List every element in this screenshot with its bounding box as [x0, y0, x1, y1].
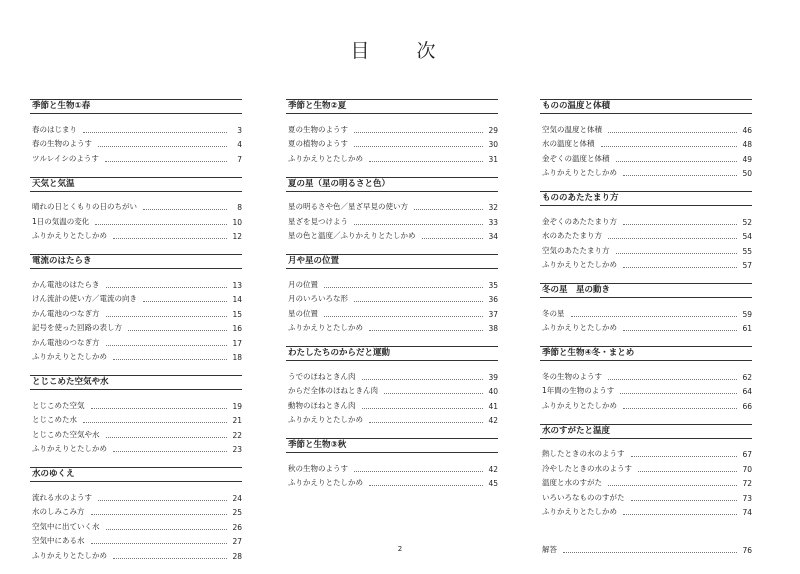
- toc-entry: [30, 425, 242, 440]
- toc-entry-page-number: 72: [742, 479, 752, 488]
- toc-entry-label: かん電池のはたらき: [32, 279, 100, 289]
- dot-leader: [105, 160, 227, 162]
- toc-entry-label: うでのほねときん肉: [288, 371, 356, 381]
- toc-entry-page-number: 23: [232, 445, 242, 454]
- toc-entry-label: ツルレイシのようす: [32, 153, 99, 163]
- dot-leader: [623, 329, 737, 331]
- toc-column-1: [30, 99, 242, 574]
- toc-entry-label: 晴れの日とくもりの日のちがい: [32, 202, 137, 211]
- toc-entry: [286, 382, 498, 397]
- toc-entry-page-number: 35: [488, 280, 498, 290]
- toc-entry: [286, 367, 498, 382]
- toc-entry: [30, 290, 242, 305]
- dot-leader: [91, 407, 228, 409]
- toc-entry-label: 春の生物のようす: [32, 139, 92, 148]
- toc-entry-label: 夏の生物のようす: [288, 124, 348, 134]
- toc-entry-label: 水のしみこみ方: [32, 507, 85, 516]
- toc-entry: [540, 164, 752, 179]
- toc-entry-page-number: 66: [742, 401, 752, 411]
- toc-entry-page-number: 8: [237, 203, 242, 212]
- toc-entry: [286, 149, 498, 164]
- toc-entry: [30, 333, 242, 348]
- toc-column-3: [540, 99, 752, 555]
- dot-leader: [414, 208, 483, 210]
- toc-entry-label: とじこめた水: [32, 415, 77, 424]
- dot-leader: [608, 237, 737, 239]
- toc-entry-page-number: 24: [232, 493, 242, 503]
- toc-entry-page-number: 15: [232, 309, 242, 319]
- dot-leader: [83, 421, 227, 423]
- toc-section: [30, 254, 242, 362]
- toc-entry-label: 水の温度と体積: [542, 139, 595, 148]
- toc-entry-page-number: 22: [232, 430, 242, 440]
- toc-entry-page-number: 12: [232, 232, 242, 241]
- toc-section: [30, 99, 242, 164]
- toc-entry-label: 1年間の生物のようす: [542, 386, 615, 395]
- dot-leader: [620, 392, 737, 394]
- dot-leader: [623, 174, 737, 176]
- dot-leader: [324, 315, 483, 317]
- toc-entry-label: ふりかえりとたしかめ: [288, 323, 363, 332]
- toc-entry: [30, 348, 242, 363]
- toc-section: [30, 375, 242, 454]
- toc-entry-page-number: 46: [742, 125, 752, 135]
- toc-entry-page-number: 41: [488, 401, 498, 411]
- toc-entry: [30, 212, 242, 227]
- toc-entry-label: 秋の生物のようす: [288, 463, 348, 473]
- toc-entry-label: けん流計の使い方／電流の向き: [32, 294, 137, 303]
- toc-entry-page-number: 42: [488, 464, 498, 474]
- toc-section-title: わたしたちのからだと運動: [286, 346, 498, 361]
- toc-entry-page-number: 39: [488, 372, 498, 382]
- dot-leader: [623, 513, 737, 515]
- toc-entry: [30, 120, 242, 135]
- dot-leader: [623, 223, 737, 225]
- toc-section: [540, 99, 752, 178]
- toc-entry: [30, 149, 242, 164]
- toc-entry-page-number: 30: [488, 140, 498, 149]
- toc-entry-page-number: 3: [237, 125, 242, 135]
- toc-entry-label: ふりかえりとたしかめ: [288, 415, 363, 424]
- dot-leader: [95, 223, 227, 225]
- dot-leader: [143, 300, 227, 302]
- toc-entry: [540, 459, 752, 474]
- toc-section-title: 季節と生物②夏: [286, 99, 498, 114]
- dot-leader: [106, 344, 228, 346]
- toc-entry: [540, 149, 752, 164]
- dot-leader: [106, 528, 228, 530]
- toc-entry-page-number: 49: [742, 154, 752, 164]
- dot-leader: [608, 131, 737, 133]
- toc-entry-page-number: 36: [488, 295, 498, 304]
- toc-section-title: 天気と気温: [30, 177, 242, 192]
- dot-leader: [616, 160, 738, 162]
- toc-entry-page-number: 31: [488, 154, 498, 164]
- toc-entry-page-number: 48: [742, 140, 752, 149]
- dot-leader: [422, 237, 484, 239]
- toc-entry: [540, 256, 752, 271]
- toc-entry: [30, 488, 242, 503]
- toc-section-title: 電流のはたらき: [30, 254, 242, 269]
- toc-entry-page-number: 27: [232, 537, 242, 546]
- toc-section-title: もののあたたまり方: [540, 191, 752, 206]
- toc-entry-label: ふりかえりとたしかめ: [32, 550, 107, 560]
- dot-leader: [354, 223, 483, 225]
- dot-leader: [638, 470, 737, 472]
- toc-entry: [540, 241, 752, 256]
- dot-leader: [324, 286, 483, 288]
- dot-leader: [369, 160, 483, 162]
- toc-entry: [540, 319, 752, 334]
- toc-entry-page-number: 70: [742, 464, 752, 474]
- toc-entry-page-number: 10: [232, 217, 242, 227]
- toc-entry: [540, 474, 752, 489]
- toc-entry-page-number: 64: [742, 387, 752, 396]
- toc-entry: [540, 382, 752, 397]
- toc-entry: [30, 275, 242, 290]
- toc-entry-page-number: 45: [488, 479, 498, 488]
- toc-entry-label: 空気の温度と体積: [542, 124, 602, 134]
- toc-entry-label: とじこめた空気: [32, 400, 85, 410]
- dot-leader: [623, 266, 737, 268]
- toc-entry-page-number: 61: [742, 324, 752, 333]
- dot-leader: [354, 300, 483, 302]
- toc-entry-page-number: 74: [742, 508, 752, 517]
- toc-section: [286, 438, 498, 488]
- toc-entry-page-number: 38: [488, 324, 498, 333]
- toc-entry-page-number: 7: [237, 154, 242, 164]
- dot-leader: [384, 392, 483, 394]
- toc-section: [30, 177, 242, 242]
- toc-entry: [286, 304, 498, 319]
- toc-entry-label: 星の色と温度／ふりかえりとたしかめ: [288, 231, 416, 240]
- toc-section: [540, 283, 752, 333]
- toc-entry-page-number: 25: [232, 508, 242, 517]
- toc-entry-label: 金ぞくの温度と体積: [542, 153, 610, 163]
- toc-section: [286, 99, 498, 164]
- toc-entry-label: 冬の星: [542, 308, 565, 318]
- dot-leader: [369, 484, 483, 486]
- dot-leader: [354, 470, 483, 472]
- dot-leader: [601, 145, 738, 147]
- toc-entry: [286, 319, 498, 334]
- dot-leader: [631, 455, 738, 457]
- toc-entry-page-number: 42: [488, 416, 498, 425]
- dot-leader: [616, 252, 738, 254]
- toc-entry-page-number: 37: [488, 309, 498, 319]
- toc-entry: [286, 275, 498, 290]
- toc-section-title: 水のゆくえ: [30, 467, 242, 482]
- toc-entry: [30, 198, 242, 213]
- toc-entry-page-number: 40: [488, 387, 498, 396]
- dot-leader: [98, 145, 227, 147]
- toc-entry: [540, 367, 752, 382]
- toc-entry-label: 水のあたたまり方: [542, 231, 602, 240]
- toc-entry: [540, 227, 752, 242]
- dot-leader: [369, 421, 483, 423]
- toc-entry-label: とじこめた空気や水: [32, 429, 100, 439]
- toc-entry-label: 1日の気温の変化: [32, 216, 90, 226]
- toc-entry-page-number: 16: [232, 324, 242, 333]
- toc-entry-page-number: 52: [742, 217, 752, 227]
- toc-entry: [30, 319, 242, 334]
- toc-entry-page-number: 54: [742, 232, 752, 241]
- toc-entry-label: 春のはじまり: [32, 124, 77, 134]
- toc-entry-label: 熱したときの水のようす: [542, 449, 625, 458]
- toc-entry: [540, 445, 752, 460]
- toc-section-title: とじこめた空気や水: [30, 375, 242, 390]
- toc-entry: [30, 135, 242, 150]
- toc-entry-page-number: 18: [232, 353, 242, 362]
- toc-entry-page-number: 55: [742, 246, 752, 256]
- toc-entry-page-number: 26: [232, 522, 242, 532]
- dot-leader: [106, 286, 228, 288]
- dot-leader: [113, 358, 227, 360]
- toc-entry-page-number: 14: [232, 295, 242, 304]
- toc-entry: [540, 396, 752, 411]
- toc-entry: [540, 488, 752, 503]
- toc-entry-label: 空気のあたたまり方: [542, 245, 610, 255]
- toc-entry-label: 冬の生物のようす: [542, 371, 602, 381]
- toc-section-title: 季節と生物①春: [30, 99, 242, 114]
- dot-leader: [608, 378, 737, 380]
- toc-entry-page-number: 76: [742, 545, 752, 555]
- dot-leader: [106, 315, 228, 317]
- dot-leader: [369, 329, 483, 331]
- toc-entry-label: ふりかえりとたしかめ: [288, 153, 363, 163]
- toc-entry: [286, 198, 498, 213]
- toc-entry-label: 星の明るさや色／星ざ早見の使い方: [288, 202, 408, 211]
- toc-entry-label: からだ全体のほねときん肉: [288, 386, 378, 395]
- dot-leader: [608, 484, 737, 486]
- dot-leader: [623, 407, 737, 409]
- toc-entry-label: 空気中にある水: [32, 536, 85, 545]
- toc-entry: [286, 227, 498, 242]
- toc-entry-label: 月のいろいろな形: [288, 294, 348, 303]
- toc-entry: [540, 304, 752, 319]
- toc-entry: [30, 440, 242, 455]
- toc-entry-label: ふりかえりとたしかめ: [542, 507, 617, 516]
- dot-leader: [631, 499, 738, 501]
- toc-entry-label: ふりかえりとたしかめ: [32, 231, 107, 240]
- toc-section: [286, 254, 498, 333]
- toc-entry: [286, 474, 498, 489]
- toc-entry-page-number: 59: [742, 309, 752, 319]
- toc-section-title: 水のすがたと温度: [540, 424, 752, 439]
- dot-leader: [106, 436, 228, 438]
- toc-entry-label: 解答: [542, 544, 557, 554]
- toc-entry: [30, 532, 242, 547]
- toc-entry-label: かん電池のつなぎ方: [32, 337, 100, 347]
- toc-entry-label: 金ぞくのあたたまり方: [542, 216, 617, 226]
- dot-leader: [571, 315, 738, 317]
- toc-entry-page-number: 34: [488, 232, 498, 241]
- page-number: 2: [397, 545, 403, 553]
- dot-leader: [354, 131, 483, 133]
- toc-entry-page-number: 32: [488, 203, 498, 212]
- toc-section-title: 季節と生物④冬・まとめ: [540, 346, 752, 361]
- toc-section: [540, 424, 752, 518]
- dot-leader: [354, 145, 483, 147]
- toc-entry-label: 流れる水のようす: [32, 492, 92, 502]
- dot-leader: [113, 557, 227, 559]
- toc-entry: [286, 411, 498, 426]
- toc-entry-label: 月の位置: [288, 279, 318, 289]
- toc-entry: [540, 503, 752, 518]
- toc-entry-label: ふりかえりとたしかめ: [542, 400, 617, 410]
- toc-section: [540, 191, 752, 270]
- toc-section-title: 夏の星（星の明るさと色）: [286, 177, 498, 192]
- dot-leader: [362, 407, 484, 409]
- toc-entry-label: ふりかえりとたしかめ: [542, 168, 617, 177]
- toc-entry-page-number: 4: [237, 140, 242, 149]
- toc-entry-page-number: 73: [742, 493, 752, 503]
- toc-section: [540, 346, 752, 411]
- toc-entry-page-number: 67: [742, 450, 752, 459]
- toc-entry-page-number: 33: [488, 217, 498, 227]
- toc-section: [286, 177, 498, 242]
- toc-entry: [540, 212, 752, 227]
- toc-entry-label: 夏の植物のようす: [288, 139, 348, 148]
- toc-entry-label: 冷やしたときの水のようす: [542, 463, 632, 473]
- toc-entry: [540, 120, 752, 135]
- dot-leader: [128, 329, 227, 331]
- toc-entry-page-number: 62: [742, 372, 752, 382]
- toc-entry-page-number: 28: [232, 551, 242, 561]
- dot-leader: [143, 208, 227, 210]
- toc-entry: [286, 290, 498, 305]
- toc-entry-label: 星の位置: [288, 308, 318, 318]
- toc-entry-page-number: 50: [742, 169, 752, 178]
- toc-entry: [30, 227, 242, 242]
- toc-entry-page-number: 17: [232, 338, 242, 348]
- toc-entry-label: かん電池のつなぎ方: [32, 308, 100, 318]
- toc-section-title: 季節と生物③秋: [286, 438, 498, 453]
- toc-entry-label: ふりかえりとたしかめ: [542, 260, 617, 269]
- toc-entry: [286, 135, 498, 150]
- toc-entry-label: 空気中に出ていく水: [32, 521, 100, 531]
- dot-leader: [113, 450, 227, 452]
- toc-entry: [30, 503, 242, 518]
- toc-entry: [540, 135, 752, 150]
- toc-column-2: [286, 99, 498, 501]
- toc-entry: [286, 120, 498, 135]
- toc-entry-label: ふりかえりとたしかめ: [288, 478, 363, 487]
- dot-leader: [91, 542, 228, 544]
- toc-entry: [286, 459, 498, 474]
- toc-entry: [30, 517, 242, 532]
- toc-entry-label: 動物のほねときん肉: [288, 400, 356, 410]
- toc-entry-label: 星ざを見つけよう: [288, 216, 348, 226]
- toc-entry-label: ふりかえりとたしかめ: [32, 444, 107, 453]
- toc-section: [286, 346, 498, 425]
- toc-entry: [30, 396, 242, 411]
- toc-section-title: 月や星の位置: [286, 254, 498, 269]
- toc-entry-label: いろいろなもののすがた: [542, 492, 625, 502]
- toc-entry-label: 記号を使った回路の表し方: [32, 323, 122, 332]
- dot-leader: [83, 131, 227, 133]
- toc-section-title: 冬の星 星の動き: [540, 283, 752, 298]
- toc-entry: [30, 411, 242, 426]
- toc-entry-page-number: 29: [488, 125, 498, 135]
- dot-leader: [98, 499, 227, 501]
- toc-entry-page-number: 21: [232, 416, 242, 425]
- toc-entry-page-number: 13: [232, 280, 242, 290]
- dot-leader: [91, 513, 228, 515]
- page-title: 目 次: [350, 40, 450, 62]
- toc-entry: [286, 212, 498, 227]
- toc-entry: [286, 396, 498, 411]
- toc-entry-label: ふりかえりとたしかめ: [542, 323, 617, 332]
- toc-entry-label: ふりかえりとたしかめ: [32, 352, 107, 361]
- toc-section-title: ものの温度と体積: [540, 99, 752, 114]
- toc-entry: [30, 304, 242, 319]
- toc-entry-label: 温度と水のすがた: [542, 478, 602, 487]
- toc-entry-page-number: 57: [742, 261, 752, 270]
- toc-entry-page-number: 19: [232, 401, 242, 411]
- dot-leader: [113, 237, 227, 239]
- dot-leader: [362, 378, 484, 380]
